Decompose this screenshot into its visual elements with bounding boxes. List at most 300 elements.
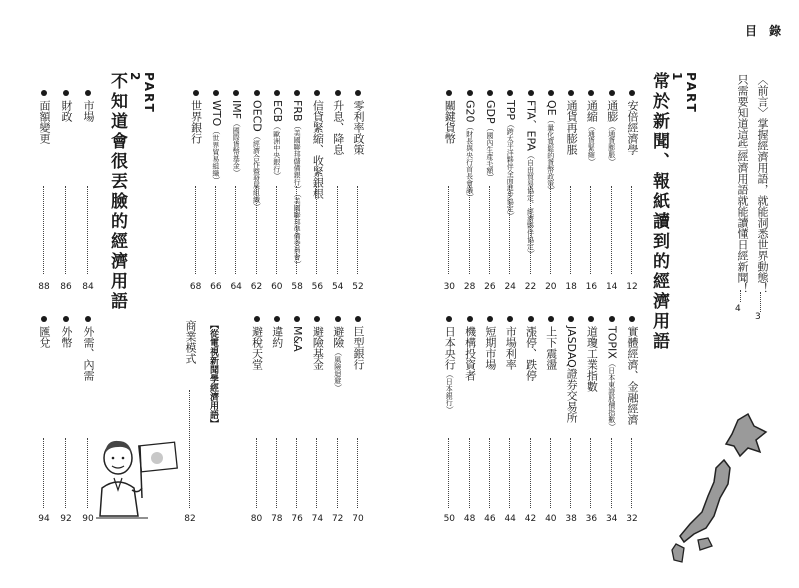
note-open-paren: （ — [232, 119, 242, 128]
bullet-icon — [355, 90, 361, 96]
bullet-icon — [63, 90, 69, 96]
entry-page: 46 — [484, 514, 496, 524]
bullet-icon — [609, 316, 615, 322]
bullet-icon — [294, 316, 300, 322]
toc-entry[interactable] — [269, 316, 289, 534]
entry-label: 信貸緊縮、收緊銀根 — [311, 100, 325, 199]
entry-note: 歐洲中央銀行 — [272, 130, 281, 173]
bullet-icon — [629, 316, 635, 322]
toc-entry[interactable] — [482, 316, 502, 534]
toc-entry[interactable] — [309, 316, 329, 534]
note-close-paren: ） — [252, 202, 262, 211]
entry-label-group — [249, 326, 265, 370]
entry-label-group — [583, 100, 599, 166]
toc-entry[interactable] — [330, 316, 350, 534]
toc-entry[interactable] — [604, 316, 624, 534]
toc-entry[interactable] — [36, 90, 56, 302]
entry-page: 80 — [250, 514, 263, 524]
entry-page: 12 — [626, 282, 638, 292]
entry-note: 日本東證股價指數 — [607, 366, 616, 423]
leader-dots — [530, 438, 531, 508]
entry-label-group — [330, 100, 346, 155]
part1-label: PART 1 — [670, 72, 698, 114]
entry-page: 70 — [352, 514, 364, 524]
entry-label-group — [502, 326, 518, 370]
bullet-icon — [335, 316, 341, 322]
bullet-icon — [335, 90, 341, 96]
leader-dots — [590, 186, 591, 274]
bullet-icon — [355, 316, 361, 322]
entry-page: 72 — [331, 514, 344, 524]
entry-label: 避稅天堂 — [250, 326, 264, 370]
entry-label-group — [289, 100, 305, 269]
bullet-icon — [274, 90, 280, 96]
toc-entry[interactable] — [523, 90, 543, 302]
entry-label-group — [462, 326, 478, 381]
entry-label: 升息、降息 — [331, 100, 345, 155]
bullet-icon — [446, 316, 452, 322]
entry-label: 關鍵貨幣 — [443, 100, 457, 144]
toc-entry[interactable] — [249, 90, 269, 302]
leader-dots — [276, 186, 277, 274]
bullet-icon — [314, 90, 320, 96]
leader-dots — [276, 438, 277, 508]
note-close-paren: ） — [526, 249, 536, 258]
entry-label: 通貨再膨脹 — [565, 100, 579, 155]
toc-entry[interactable] — [188, 90, 208, 302]
tv-news-heading: 【從電視新聞學經濟用語】 — [208, 320, 218, 428]
bullet-icon — [548, 316, 554, 322]
entry-label: 實體經濟、金融經濟 — [626, 326, 639, 425]
entry-label-group — [604, 326, 620, 431]
bullet-icon — [193, 90, 199, 96]
note-close-paren: ） — [607, 158, 617, 166]
entry-label: 漲停、跌停 — [524, 326, 538, 381]
entry-label: 短期市場 — [483, 326, 497, 370]
entry-label: 世界銀行 — [189, 100, 203, 144]
entry-page: 54 — [331, 282, 344, 292]
part1-title: 常於新聞、報紙讀到的經濟用語 — [649, 72, 669, 352]
toc-entry[interactable] — [58, 316, 78, 534]
leader-dots — [357, 438, 358, 508]
note-close-paren: ） — [445, 406, 455, 414]
toc-entry[interactable] — [249, 316, 269, 534]
entry-label: 通膨 — [605, 100, 619, 122]
toc-entry[interactable] — [441, 90, 461, 302]
entry-label: WTO — [209, 100, 223, 127]
note-close-paren: ） — [232, 169, 242, 178]
leader-dots — [631, 186, 632, 274]
entry-note: 美國聯邦準備委員會 — [293, 197, 302, 261]
man-with-flag-illustration — [92, 432, 188, 528]
note-open-paren: （ — [333, 348, 343, 356]
flag-sun-disc — [151, 452, 163, 464]
leader-dots — [550, 186, 551, 274]
note-open-paren: （ — [293, 121, 303, 130]
intro-dots-1 — [760, 292, 761, 312]
toc-entry[interactable] — [269, 90, 289, 302]
entry-label-group — [269, 100, 285, 180]
entry-page: 58 — [291, 282, 303, 292]
entry-page: 50 — [443, 514, 456, 524]
entry-label-group — [441, 100, 457, 144]
note-open-paren: （ — [293, 193, 303, 198]
entry-label: 道瓊工業指數 — [585, 326, 599, 392]
entry-label: FRB — [291, 100, 305, 122]
bullet-icon — [629, 90, 635, 96]
note-open-paren: （ — [485, 123, 495, 132]
toc-entry[interactable] — [289, 90, 309, 302]
intro-page-2: 4 — [735, 304, 741, 314]
leader-dots — [631, 438, 632, 508]
entry-label-group — [309, 326, 325, 370]
entry-page: 60 — [271, 282, 283, 292]
entry-note: 財長與央行首長會議 — [465, 130, 474, 194]
note-open-paren: （ — [211, 126, 221, 135]
entry-label: 違約 — [270, 326, 284, 348]
entry-label-group — [309, 100, 325, 199]
entry-page: 68 — [189, 282, 202, 292]
bullet-icon — [568, 316, 574, 322]
toc-entry[interactable] — [350, 90, 370, 302]
kyushu-shape — [672, 544, 684, 562]
entry-page: 56 — [311, 282, 324, 292]
bullet-icon — [41, 90, 47, 96]
leader-dots — [316, 438, 317, 508]
intro-line-2[interactable]: 只需要知道這些經濟用語就能讀懂日經新聞！ — [736, 74, 749, 294]
entry-label-group — [604, 100, 620, 166]
entry-note: 國內生產毛額 — [485, 131, 494, 174]
entry-page: 18 — [565, 282, 577, 292]
entry-note: 風險迴避 — [333, 356, 342, 384]
toc-entry[interactable] — [543, 316, 563, 534]
entry-label-group — [350, 100, 366, 155]
leader-dots — [469, 438, 470, 508]
entry-page: 22 — [524, 282, 537, 292]
leader-dots — [65, 186, 66, 274]
toc-entry[interactable] — [462, 90, 482, 302]
entry-label-group — [523, 100, 539, 258]
entry-page: 92 — [60, 514, 72, 524]
entry-note: 國際貨幣基金 — [232, 127, 241, 170]
bullet-icon — [588, 90, 594, 96]
entry-note: 自由貿易協定、經濟夥伴協定 — [526, 158, 535, 250]
entry-page: 88 — [38, 282, 50, 292]
bullet-icon — [274, 316, 280, 322]
note-open-paren: （ — [465, 122, 475, 131]
entry-label: 匯兌 — [38, 326, 51, 348]
leader-dots — [235, 186, 236, 274]
entry-label-group — [624, 100, 640, 155]
entry-note: 經濟合作暨發展組織 — [252, 139, 261, 203]
entry-label: M&A — [291, 326, 305, 352]
bullet-icon — [213, 90, 219, 96]
entry-label-group — [350, 326, 366, 370]
entry-page: 30 — [443, 282, 456, 292]
bullet-icon — [294, 90, 300, 96]
bullet-icon — [467, 90, 473, 96]
note-close-paren: ） — [485, 173, 495, 182]
entry-label-group — [80, 326, 96, 381]
entry-note: 日本銀行 — [445, 378, 454, 406]
leader-dots — [43, 438, 44, 508]
toc-entry[interactable] — [289, 316, 309, 534]
leader-dots — [570, 438, 571, 508]
entry-page: 66 — [210, 282, 222, 292]
entry-label-group — [462, 100, 478, 202]
leader-dots — [215, 186, 216, 274]
hokkaido-shape — [726, 414, 766, 456]
leader-dots — [296, 438, 297, 508]
entry-label-group — [563, 326, 579, 423]
entry-label-group — [330, 326, 346, 392]
note-close-paren: ） — [587, 158, 597, 166]
entry-label: 避險 — [331, 326, 345, 348]
entry-label: GDP — [483, 100, 497, 124]
entry-label: 機構投資者 — [463, 326, 477, 381]
entry-label: 財政 — [60, 100, 73, 122]
entry-label-group — [36, 100, 52, 144]
toc-entry[interactable] — [441, 316, 461, 534]
entry-label: 零利率政策 — [352, 100, 365, 155]
bullet-icon — [507, 90, 513, 96]
entry-label-group — [289, 326, 305, 352]
entry-label: 商業模式 — [184, 320, 197, 364]
leader-dots — [509, 186, 510, 274]
entry-label: 市場利率 — [504, 326, 518, 370]
leader-dots — [256, 438, 257, 508]
bullet-icon — [528, 90, 534, 96]
toc-entry[interactable] — [583, 90, 603, 302]
bullet-icon — [85, 316, 91, 322]
entry-page: 90 — [82, 514, 94, 524]
toc-entry[interactable] — [350, 316, 370, 534]
entry-page: 40 — [545, 514, 557, 524]
leader-dots — [195, 186, 196, 274]
entry-label: OECD — [250, 100, 264, 132]
leader-dots — [316, 186, 317, 274]
entry-label: 巨型銀行 — [352, 326, 365, 370]
entry-page: 16 — [585, 282, 598, 292]
entry-page: 14 — [605, 282, 618, 292]
bullet-icon — [467, 316, 473, 322]
entry-label: TPP — [504, 100, 518, 120]
note-close-paren: ） — [546, 186, 556, 195]
entry-label-group — [58, 326, 74, 348]
leader-dots — [357, 186, 358, 274]
toc-entry[interactable] — [482, 90, 502, 302]
toc-entry[interactable] — [502, 316, 522, 534]
entry-page: 84 — [82, 282, 94, 292]
entry-label-group — [583, 326, 599, 392]
note-open-paren: （ — [546, 115, 556, 124]
entry-note: 通貨緊縮 — [587, 130, 596, 158]
entry-label-group — [36, 326, 52, 348]
entry-page: 42 — [524, 514, 537, 524]
leader-dots — [337, 438, 338, 508]
bullet-icon — [528, 316, 534, 322]
note-close-paren: ） — [506, 212, 516, 220]
note-open-paren: （ — [526, 150, 536, 159]
note-close-paren: ） — [293, 260, 303, 269]
intro-line-1[interactable]: 〈前言〉掌握經濟用語，就能洞悉世界動態！ — [756, 74, 769, 294]
entry-note: 跨太平洋夥伴全面進步協定 — [506, 128, 515, 212]
entry-note: 美國聯邦儲備銀行 — [293, 129, 302, 186]
entry-page: 86 — [60, 282, 72, 292]
toc-entry[interactable] — [624, 316, 644, 534]
intro-page-1: 3 — [755, 312, 761, 322]
entry-page: 32 — [626, 514, 638, 524]
leader-dots — [256, 186, 257, 274]
toc-entry[interactable] — [624, 90, 644, 302]
entry-label-group — [80, 100, 96, 122]
note-open-paren: （ — [252, 131, 262, 140]
leader-dots — [550, 438, 551, 508]
leader-dots — [530, 186, 531, 274]
bullet-icon — [487, 90, 493, 96]
leader-dots — [448, 438, 449, 508]
entry-label: JASDAQ證券交易所 — [565, 326, 579, 423]
entry-label: 安倍經濟學 — [626, 100, 639, 155]
entry-label-group — [502, 100, 518, 220]
toc-entry[interactable] — [523, 316, 543, 534]
entry-label: 面額變更 — [38, 100, 51, 144]
shikoku-shape — [698, 538, 712, 550]
toc-entry[interactable] — [309, 90, 329, 302]
entry-label: G20 — [463, 100, 477, 123]
bullet-icon — [85, 90, 91, 96]
note-open-paren: （ — [445, 370, 455, 378]
entry-page: 44 — [504, 514, 516, 524]
entry-page: 38 — [565, 514, 577, 524]
leader-dots — [590, 438, 591, 508]
toc-entry[interactable] — [543, 90, 563, 302]
leader-dots — [611, 186, 612, 274]
leader-dots — [509, 438, 510, 508]
entry-label: TOPIX — [605, 326, 619, 359]
entry-page: 28 — [463, 282, 476, 292]
note-close-paren: ） — [333, 384, 343, 392]
toc-entry[interactable] — [583, 316, 603, 534]
leader-dots — [611, 438, 612, 508]
toc-entry[interactable] — [58, 90, 78, 302]
entry-page: 26 — [484, 282, 496, 292]
entry-label-group — [188, 100, 204, 144]
leader-dots — [189, 390, 190, 508]
leader-dots — [489, 438, 490, 508]
entry-label: 外幣 — [60, 326, 73, 348]
entry-label: 避險基金 — [311, 326, 325, 370]
bullet-icon — [568, 90, 574, 96]
note-close-paren: ） — [465, 193, 475, 202]
leader-dots — [448, 186, 449, 274]
entry-page: 64 — [230, 282, 242, 292]
bullet-icon — [41, 316, 47, 322]
entry-label-group — [523, 326, 539, 381]
entry-label-group — [543, 326, 559, 370]
note-close-paren: ） — [272, 172, 282, 181]
leader-dots — [296, 186, 297, 274]
bullet-icon — [487, 316, 493, 322]
toc-entry[interactable] — [563, 90, 583, 302]
entry-page: 36 — [585, 514, 598, 524]
entry-label: IMF — [230, 100, 244, 120]
toc-entry[interactable] — [228, 90, 248, 302]
note-open-paren: （ — [506, 120, 516, 128]
entry-page: 82 — [184, 514, 196, 524]
intro-dots-2 — [740, 290, 741, 302]
toc-entry[interactable] — [80, 90, 100, 302]
entry-page: 74 — [311, 514, 324, 524]
bullet-icon — [254, 316, 260, 322]
entry-page: 94 — [38, 514, 50, 524]
toc-entry[interactable] — [330, 90, 350, 302]
entry-label-group — [228, 100, 244, 177]
toc-entry[interactable] — [563, 316, 583, 534]
leader-dots — [87, 438, 88, 508]
bullet-icon — [254, 90, 260, 96]
honshu-shape — [680, 460, 730, 542]
note-open-paren: （ — [272, 122, 282, 131]
entry-label-group — [249, 100, 265, 211]
entry-page: 62 — [250, 282, 263, 292]
entry-label: 外需、內需 — [82, 326, 95, 381]
entry-page: 48 — [463, 514, 476, 524]
entry-label: 市場 — [82, 100, 95, 122]
entry-label: ECB — [270, 100, 284, 123]
bullet-icon — [63, 316, 69, 322]
entry-label-group — [482, 100, 498, 182]
note-close-paren: ） — [293, 185, 303, 194]
entry-label-group — [482, 326, 498, 370]
toc-entry[interactable] — [604, 90, 624, 302]
entry-label: FTA、EPA — [524, 100, 538, 151]
bullet-icon — [548, 90, 554, 96]
note-close-paren: ） — [607, 422, 617, 431]
bullet-icon — [314, 316, 320, 322]
bullet-icon — [588, 316, 594, 322]
entry-label-group — [269, 326, 285, 348]
toc-entry[interactable] — [502, 90, 522, 302]
leader-dots — [469, 186, 470, 274]
entry-page: 34 — [605, 514, 618, 524]
entry-page: 24 — [504, 282, 516, 292]
leader-dots — [87, 186, 88, 274]
toc-entry[interactable] — [208, 90, 228, 302]
entry-label-group — [208, 100, 224, 184]
toc-entry[interactable] — [462, 316, 482, 534]
entry-page: 76 — [291, 514, 303, 524]
part2-title: 不知道會很丟臉的經濟用語 — [107, 72, 127, 312]
entry-label: 通縮 — [585, 100, 599, 122]
entry-label-group — [58, 100, 74, 122]
bullet-icon — [233, 90, 239, 96]
toc-entry[interactable] — [36, 316, 56, 534]
bullet-icon — [446, 90, 452, 96]
entry-label: 日本央行 — [443, 326, 457, 370]
leader-dots — [337, 186, 338, 274]
part2-label: PART 2 — [128, 72, 156, 114]
bullet-icon — [507, 316, 513, 322]
japan-map-illustration — [668, 412, 778, 572]
note-close-paren: ） — [211, 176, 221, 185]
entry-label: 上下震盪 — [544, 326, 558, 370]
entry-note: 量化寬鬆的貨幣政策 — [546, 123, 555, 187]
leader-dots — [489, 186, 490, 274]
entry-label-group — [441, 326, 457, 414]
entry-page: 20 — [545, 282, 557, 292]
entry-note: 世界貿易組織 — [211, 134, 220, 177]
